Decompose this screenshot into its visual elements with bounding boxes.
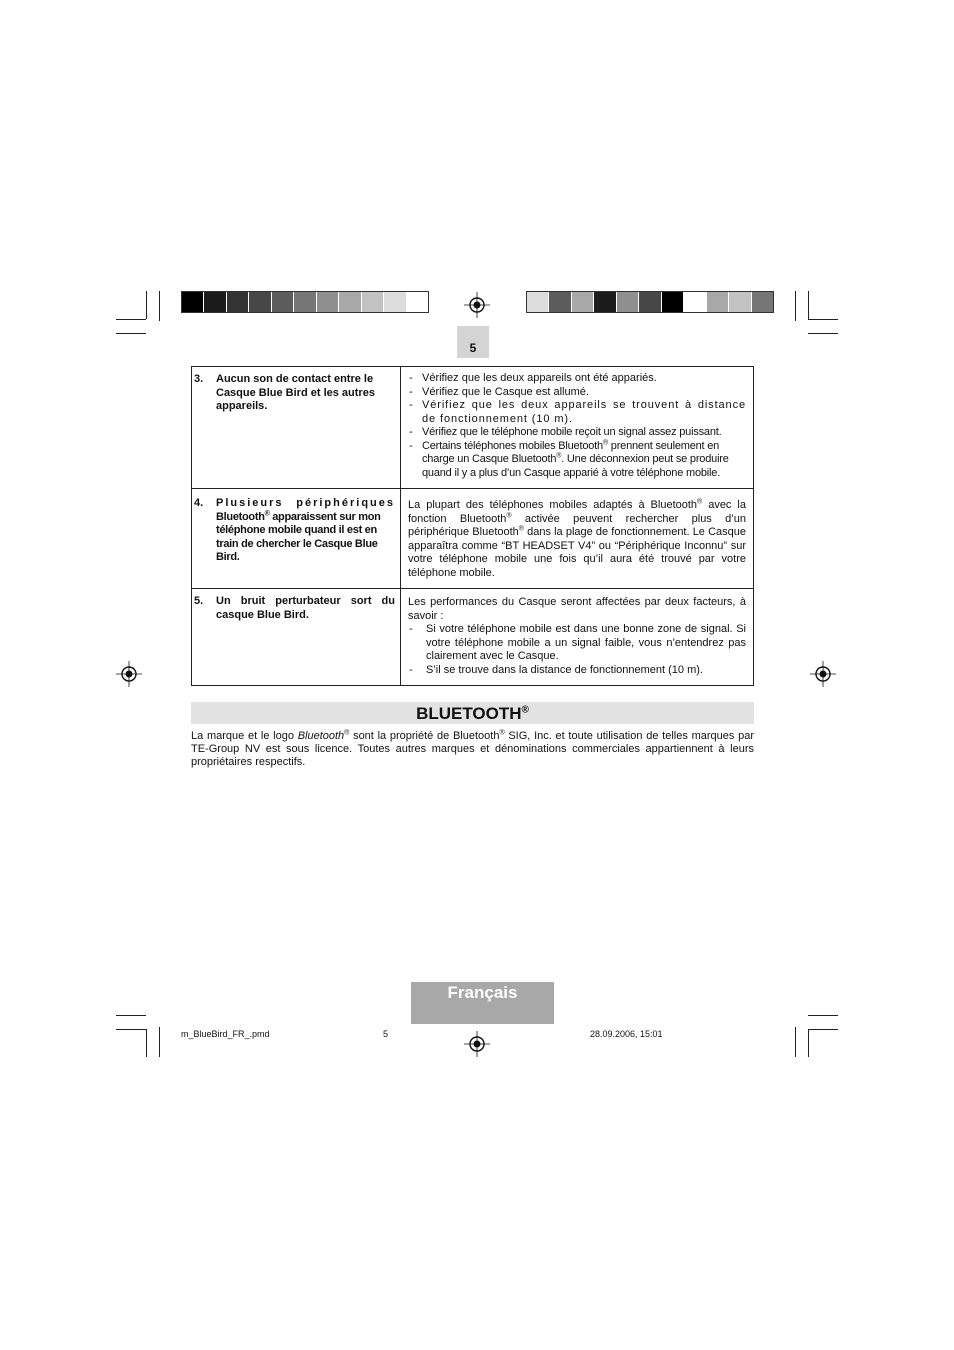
color-swatch: [527, 292, 549, 312]
crop-mark: [116, 333, 146, 334]
problem-cell: [192, 489, 401, 589]
color-swatch: [662, 292, 684, 312]
list-item: - Vérifiez que le Casque est allumé.: [409, 385, 589, 398]
color-swatch: [362, 292, 384, 312]
problem-cell: [192, 589, 401, 686]
solution-intro: Les performances du Casque seront affectées par deux facteurs, à savoir :: [408, 596, 746, 622]
table-row: [192, 367, 754, 489]
registration-mark-icon: [464, 292, 490, 318]
color-swatch: [339, 292, 361, 312]
problem-cell: [192, 367, 401, 489]
list-item: - Vérifiez que les deux appareils se trouvent à distance de fonctionnement (10 m).: [409, 399, 746, 425]
crop-mark: [146, 291, 147, 319]
color-swatch: [182, 292, 204, 312]
footer-filename: m_BlueBird_FR_.pmd: [181, 1029, 270, 1039]
crop-mark: [116, 1029, 146, 1030]
list-item: - Certains téléphones mobiles Bluetooth® prennent seulement en charge un Casque Bluetooth®. Une déconnexion peut se produire quand il y a plus d’un Casque apparié à votre téléphone mobile.: [409, 438, 729, 479]
color-swatch: [249, 292, 271, 312]
color-swatch: [617, 292, 639, 312]
list-item: - Vérifiez que les deux appareils ont été appariés.: [409, 372, 657, 384]
crop-mark: [808, 1029, 809, 1057]
color-swatch: [549, 292, 571, 312]
troubleshooting-table: [191, 366, 754, 686]
row-number: 5.: [194, 595, 204, 607]
solution-cell: [401, 589, 754, 686]
color-swatch: [272, 292, 294, 312]
crop-mark: [795, 291, 796, 321]
registration-mark-icon: [116, 661, 142, 687]
table-row: [192, 589, 754, 686]
color-swatch: [639, 292, 661, 312]
list-item: - S’il se trouve dans la distance de fonctionnement (10 m).: [409, 663, 703, 676]
crop-mark: [808, 333, 838, 334]
problem-text: Aucun son de contact entre le Casque Blue Bird et les autres appareils.: [216, 373, 375, 412]
trademark-paragraph: La marque et le logo Bluetooth® sont la propriété de Bluetooth® SIG, Inc. et toute utilisation de telles marques par TE-Group NV est sous licence. Toutes autres marques et dénominations commerciales appartiennent à leurs propriétaires respectifs.: [191, 729, 754, 768]
color-swatch: [684, 292, 706, 312]
page-number: 5: [457, 326, 489, 358]
crop-mark: [146, 1029, 147, 1057]
row-number: 3.: [194, 373, 204, 385]
grayscale-color-bar-left: [181, 291, 429, 313]
color-swatch: [707, 292, 729, 312]
color-swatch: [407, 292, 428, 312]
color-swatch: [317, 292, 339, 312]
problem-text: Un bruit perturbateur sort du casque Blue Bird.: [216, 595, 395, 621]
crop-mark: [159, 291, 160, 321]
table-row: [192, 489, 754, 589]
section-heading-bluetooth: BLUETOOTH®: [191, 702, 754, 724]
color-swatch: [204, 292, 226, 312]
color-swatch: [294, 292, 316, 312]
footer-datetime: 28.09.2006, 15:01: [590, 1029, 663, 1039]
crop-mark: [159, 1027, 160, 1057]
color-swatch: [227, 292, 249, 312]
color-swatch: [572, 292, 594, 312]
crop-mark: [808, 1015, 838, 1016]
crop-mark: [808, 319, 838, 320]
crop-mark: [795, 1027, 796, 1057]
list-item: - Vérifiez que le téléphone mobile reçoit un signal assez puissant.: [409, 426, 722, 438]
crop-mark: [116, 1015, 146, 1016]
crop-mark: [808, 291, 809, 319]
color-swatch: [729, 292, 751, 312]
registration-mark-icon: [464, 1031, 490, 1057]
color-swatch: [752, 292, 773, 312]
grayscale-color-bar-right: [526, 291, 774, 313]
registration-mark-icon: [810, 661, 836, 687]
problem-text: Plusieurs périphériques Bluetooth® apparaissent sur mon téléphone mobile quand il est en train de chercher le Casque Blue Bird.: [216, 497, 395, 563]
crop-mark: [116, 319, 146, 320]
color-swatch: [384, 292, 406, 312]
solution-cell: La plupart des téléphones mobiles adaptés à Bluetooth® avec la fonction Bluetooth® activée peuvent rechercher plus d’un périphérique Bluetooth® dans la plage de fonctionnement. Le Casque apparaîtra comme “BT HEADSET V4” ou “Périphérique Inconnu” sur votre téléphone mobile une fois qu’il aura été trouvé par votre téléphone mobile.: [401, 489, 754, 589]
solution-cell: [401, 367, 754, 489]
row-number: 4.: [194, 497, 204, 509]
list-item: - Si votre téléphone mobile est dans une bonne zone de signal. Si votre téléphone mobile a un signal faible, vous n’entendrez pas clairement avec le Casque.: [409, 623, 746, 662]
footer-page: 5: [383, 1029, 389, 1039]
crop-mark: [808, 1029, 838, 1030]
color-swatch: [594, 292, 616, 312]
language-tab: Français: [411, 982, 554, 1024]
